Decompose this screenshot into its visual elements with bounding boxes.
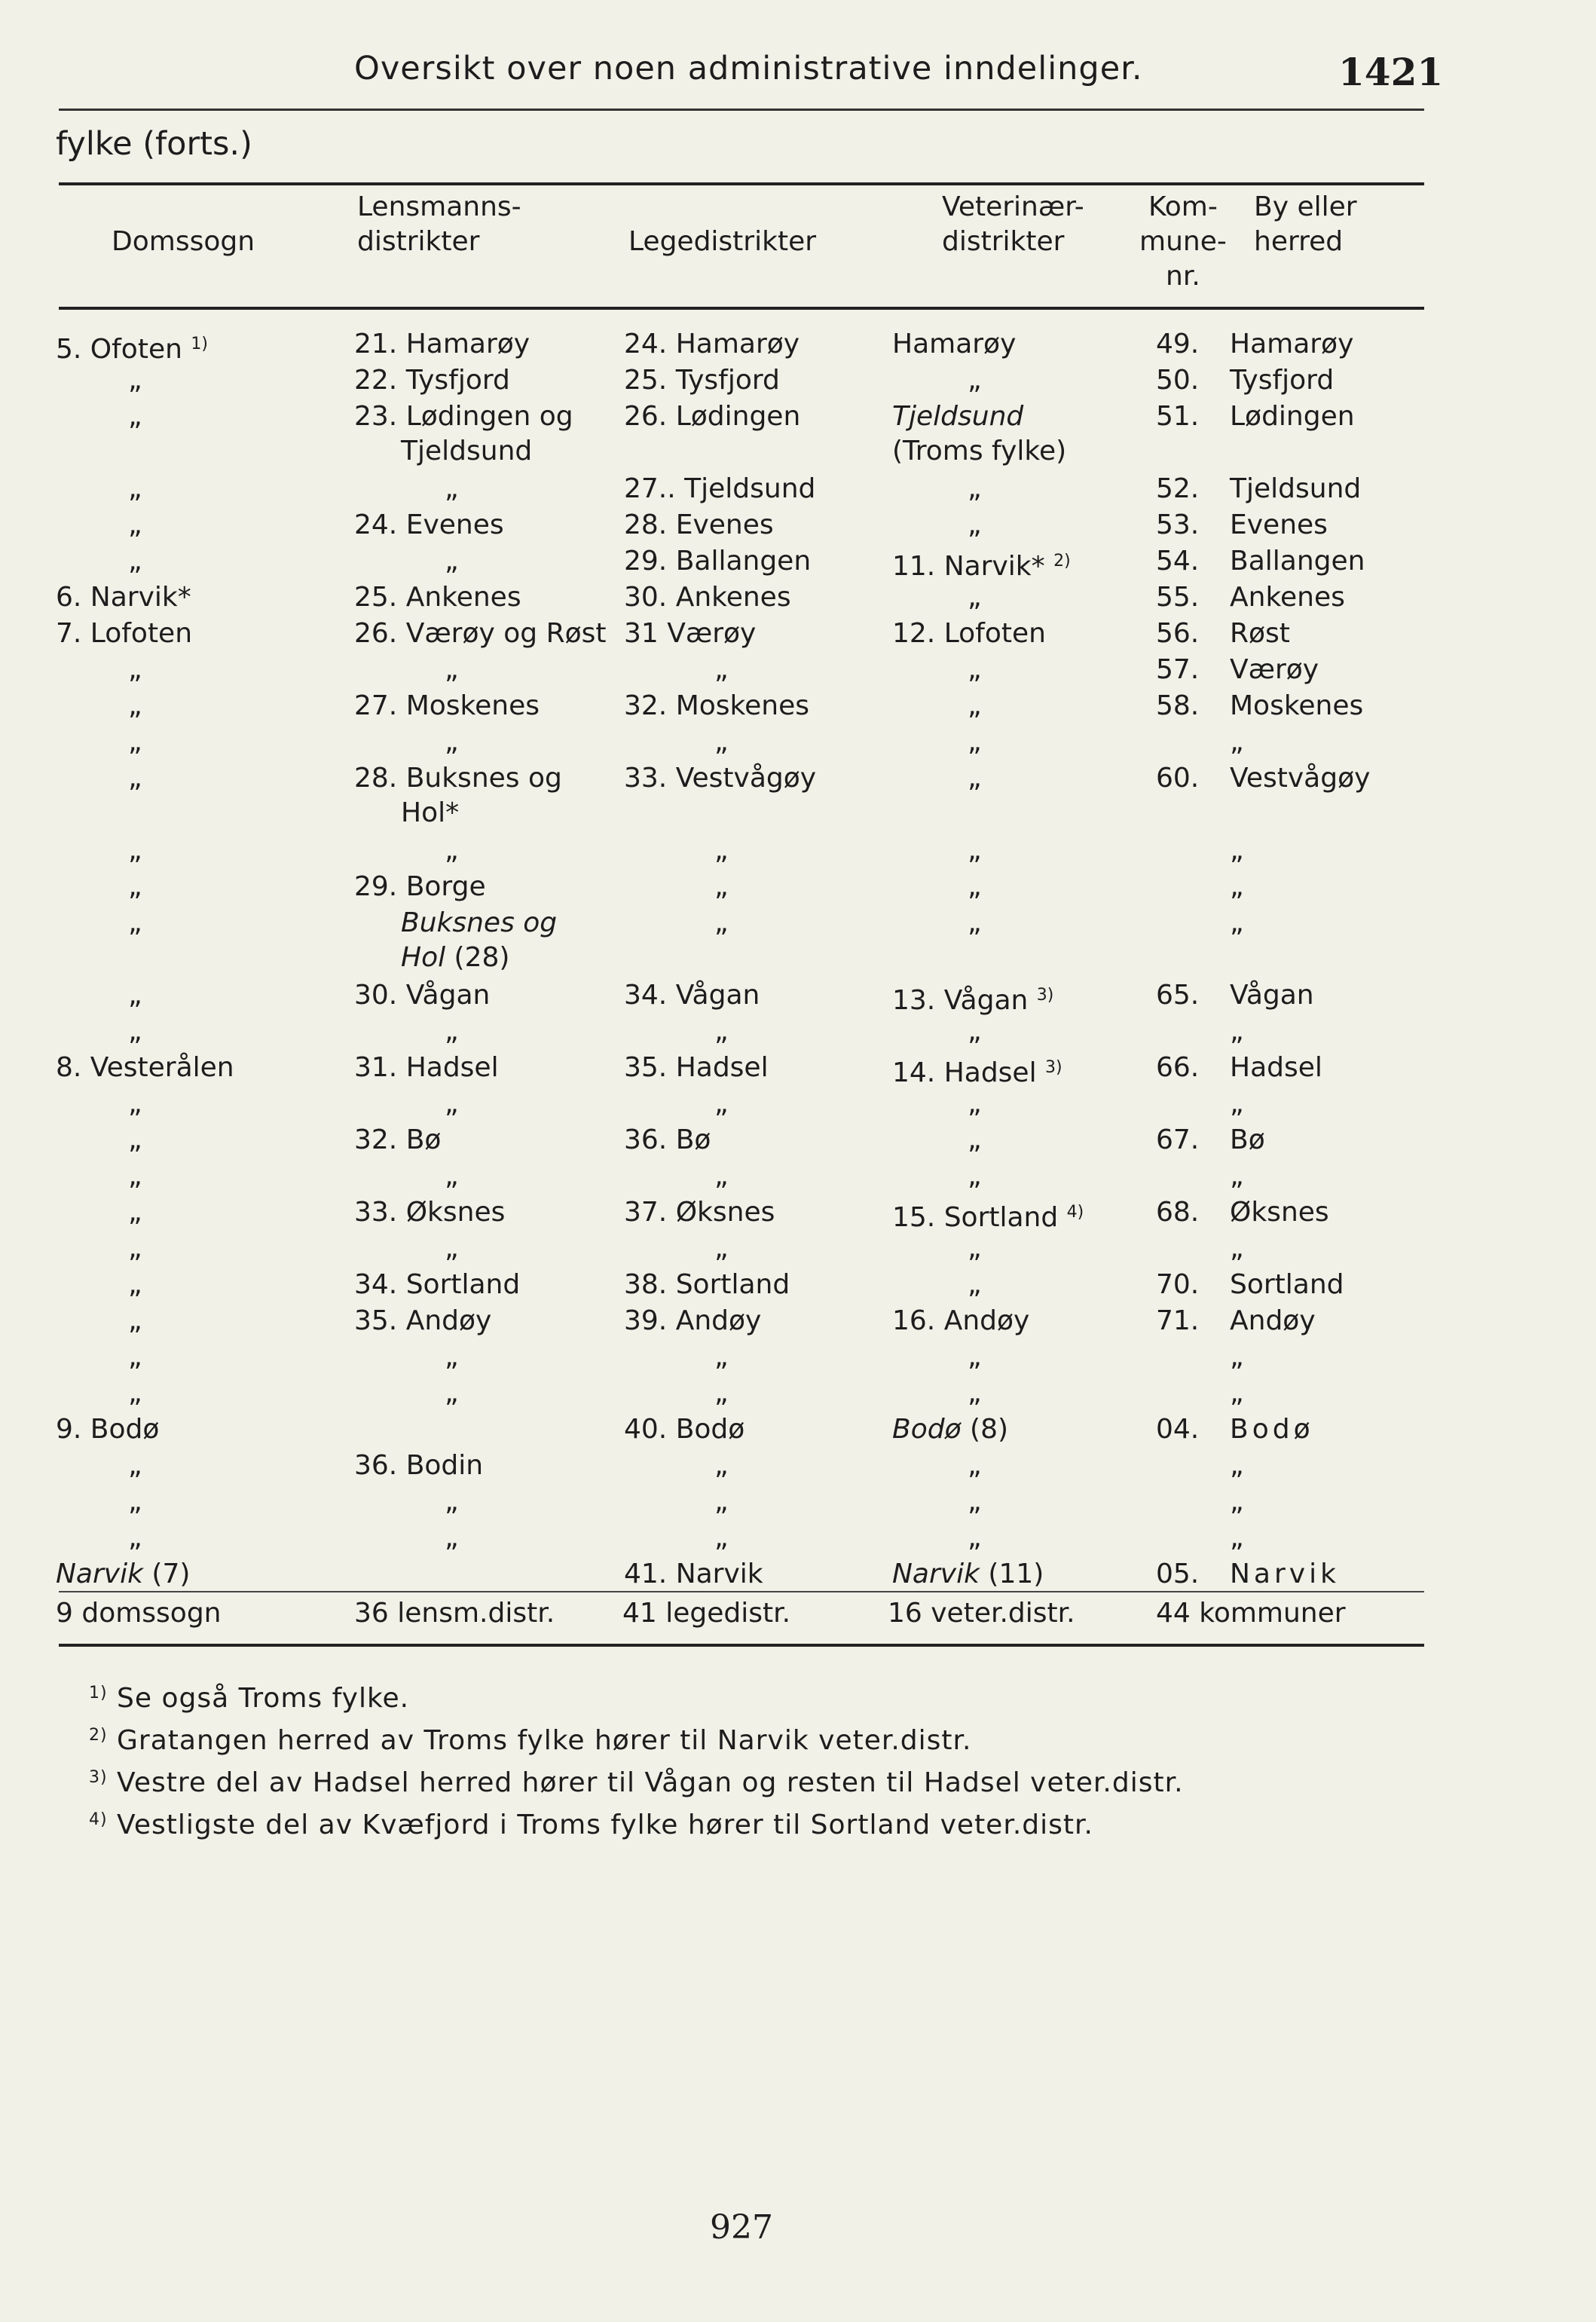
cell-lege: 36. Bø: [624, 1124, 711, 1155]
continued-heading: fylke (forts.): [56, 125, 252, 163]
cell-lensmann: „: [445, 473, 459, 504]
cell-kommune-nr: 57.: [1156, 654, 1200, 685]
cell-by-herred: Tysfjord: [1230, 365, 1335, 396]
cell-veterinaer: „: [968, 690, 982, 721]
cell-by-herred: Narvik: [1230, 1559, 1340, 1589]
cell-lensmann: „: [445, 727, 459, 757]
cell-domssogn: „: [128, 654, 142, 685]
cell-kommune-nr: 60.: [1156, 763, 1200, 794]
cell-veterinaer: „: [968, 1124, 982, 1155]
cell-domssogn: „: [128, 1088, 142, 1119]
col-header-kommune: Kom- mune- nr.: [1139, 191, 1227, 292]
cell-veterinaer: Hamarøy: [892, 329, 1017, 359]
cell-lensmann: „: [445, 654, 459, 685]
cell-by-herred: Ankenes: [1230, 582, 1345, 613]
cell-veterinaer: „: [968, 1378, 982, 1409]
cell-domssogn: 7. Lofoten: [56, 618, 193, 649]
cell-lensmann: 23. Lødingen og Tjeldsund: [354, 401, 573, 467]
cell-domssogn: „: [128, 871, 142, 902]
cell-kommune-nr: 53.: [1156, 509, 1200, 540]
cell-lege: „: [714, 1486, 729, 1517]
cell-by-herred: Røst: [1230, 618, 1290, 649]
cell-lensmann: 27. Moskenes: [354, 690, 540, 721]
cell-lensmann: 22. Tysfjord: [354, 365, 510, 396]
cell-lensmann: 33. Øksnes: [354, 1197, 506, 1228]
cell-lensmann: 30. Vågan: [354, 980, 491, 1011]
cell-lensmann: Buksnes og Hol (28): [401, 907, 558, 973]
cell-kommune-nr: 56.: [1156, 618, 1200, 649]
cell-veterinaer: 14. Hadsel $^{3)}$: [892, 1057, 1062, 1088]
totals-rule: [59, 1591, 1424, 1592]
cell-by-herred: Ballangen: [1230, 546, 1365, 577]
cell-lege: 34. Vågan: [624, 980, 760, 1011]
cell-veterinaer: „: [968, 473, 982, 504]
cell-kommune-nr: 05.: [1156, 1559, 1200, 1589]
cell-domssogn: „: [128, 727, 142, 757]
cell-veterinaer: „: [968, 1269, 982, 1300]
col-header-by-herred: By eller herred: [1254, 191, 1357, 257]
cell-lensmann: „: [445, 1016, 459, 1047]
cell-lege: 40. Bodø: [624, 1414, 745, 1445]
cell-by-herred: „: [1230, 1378, 1244, 1409]
cell-by-herred: Hadsel: [1230, 1052, 1322, 1083]
cell-lege: 27.. Tjeldsund: [624, 473, 816, 504]
cell-by-herred: Hamarøy: [1230, 329, 1354, 359]
cell-kommune-nr: 65.: [1156, 980, 1200, 1011]
cell-domssogn: 8. Vesterålen: [56, 1052, 234, 1083]
cell-veterinaer: „: [968, 1088, 982, 1119]
table-header-rule: [59, 307, 1424, 310]
cell-veterinaer: 12. Lofoten: [892, 618, 1046, 649]
table-bottom-rule: [59, 1644, 1424, 1647]
cell-domssogn: „: [128, 1016, 142, 1047]
cell-lensmann: 25. Ankenes: [354, 582, 521, 613]
cell-veterinaer: „: [968, 1016, 982, 1047]
cell-domssogn: 9. Bodø: [56, 1414, 160, 1445]
cell-by-herred: Værøy: [1230, 654, 1319, 685]
cell-lege: 35. Hadsel: [624, 1052, 769, 1083]
cell-lege: „: [714, 1378, 729, 1409]
cell-lege: 25. Tysfjord: [624, 365, 780, 396]
cell-by-herred: Bø: [1230, 1124, 1265, 1155]
cell-lege: „: [714, 1016, 729, 1047]
cell-domssogn: „: [128, 1522, 142, 1553]
cell-domssogn: „: [128, 401, 142, 432]
cell-kommune-nr: 52.: [1156, 473, 1200, 504]
cell-veterinaer: Narvik (11): [892, 1559, 1044, 1589]
cell-veterinaer: „: [968, 727, 982, 757]
cell-by-herred: „: [1230, 1016, 1244, 1047]
cell-domssogn: „: [128, 509, 142, 540]
cell-domssogn: „: [128, 980, 142, 1011]
cell-veterinaer: „: [968, 1161, 982, 1192]
running-head: Oversikt over noen administrative inndelinger.: [354, 50, 1143, 87]
cell-lege: „: [714, 1233, 729, 1264]
cell-kommune-nr: 54.: [1156, 546, 1200, 577]
cell-lege: 33. Vestvågøy: [624, 763, 817, 794]
col-header-veterinaer: Veterinær- distrikter: [942, 191, 1084, 257]
cell-domssogn: „: [128, 1450, 142, 1481]
cell-lensmann: 28. Buksnes og Hol*: [354, 763, 562, 828]
cell-lege: 39. Andøy: [624, 1305, 762, 1336]
cell-lege: 28. Evenes: [624, 509, 774, 540]
cell-veterinaer: „: [968, 582, 982, 613]
cell-by-herred: „: [1230, 871, 1244, 902]
cell-by-herred: „: [1230, 907, 1244, 938]
cell-lensmann: 32. Bø: [354, 1124, 442, 1155]
cell-veterinaer: „: [968, 835, 982, 866]
cell-by-herred: Vestvågøy: [1230, 763, 1371, 794]
cell-veterinaer: 16. Andøy: [892, 1305, 1030, 1336]
total-veterinaer: 16 veter.distr.: [888, 1598, 1075, 1629]
total-lege: 41 legedistr.: [622, 1598, 791, 1629]
cell-veterinaer: „: [968, 1522, 982, 1553]
cell-lege: 29. Ballangen: [624, 546, 812, 577]
cell-domssogn: „: [128, 1269, 142, 1300]
cell-lensmann: „: [445, 546, 459, 577]
cell-lege: 38. Sortland: [624, 1269, 790, 1300]
footnote-3: $^{3)}$ Vestre del av Hadsel herred hører til Vågan og resten til Hadsel veter.distr.: [89, 1767, 1184, 1798]
cell-domssogn: Narvik (7): [56, 1559, 191, 1589]
header-rule: [59, 109, 1424, 111]
cell-veterinaer: „: [968, 1341, 982, 1372]
cell-domssogn: „: [128, 1341, 142, 1372]
total-kommuner: 44 kommuner: [1156, 1598, 1346, 1629]
cell-lege: 32. Moskenes: [624, 690, 809, 721]
cell-by-herred: Tjeldsund: [1230, 473, 1362, 504]
cell-veterinaer: „: [968, 654, 982, 685]
table-top-rule: [59, 182, 1424, 185]
cell-kommune-nr: 66.: [1156, 1052, 1200, 1083]
cell-lensmann: „: [445, 1088, 459, 1119]
cell-lege: „: [714, 1341, 729, 1372]
cell-lensmann: „: [445, 1161, 459, 1192]
cell-lege: „: [714, 654, 729, 685]
cell-veterinaer: „: [968, 1233, 982, 1264]
cell-domssogn: „: [128, 473, 142, 504]
cell-domssogn: „: [128, 907, 142, 938]
cell-domssogn: „: [128, 835, 142, 866]
cell-domssogn: „: [128, 763, 142, 794]
cell-domssogn: „: [128, 690, 142, 721]
cell-by-herred: „: [1230, 1161, 1244, 1192]
cell-veterinaer: „: [968, 763, 982, 794]
cell-domssogn: 6. Narvik*: [56, 582, 191, 613]
cell-by-herred: „: [1230, 835, 1244, 866]
cell-lensmann: 35. Andøy: [354, 1305, 492, 1336]
cell-by-herred: Sortland: [1230, 1269, 1344, 1300]
cell-lege: 24. Hamarøy: [624, 329, 800, 359]
cell-by-herred: Moskenes: [1230, 690, 1364, 721]
cell-lensmann: „: [445, 1378, 459, 1409]
cell-lensmann: 29. Borge: [354, 871, 486, 902]
cell-veterinaer: 11. Narvik* $^{2)}$: [892, 551, 1071, 582]
cell-kommune-nr: 51.: [1156, 401, 1200, 432]
cell-lensmann: „: [445, 1486, 459, 1517]
cell-domssogn: „: [128, 1233, 142, 1264]
cell-by-herred: „: [1230, 727, 1244, 757]
cell-veterinaer: „: [968, 1486, 982, 1517]
cell-by-herred: „: [1230, 1486, 1244, 1517]
cell-lensmann: 34. Sortland: [354, 1269, 521, 1300]
cell-lensmann: 24. Evenes: [354, 509, 504, 540]
cell-kommune-nr: 70.: [1156, 1269, 1200, 1300]
footnote-1: $^{1)}$ Se også Troms fylke.: [89, 1683, 410, 1714]
cell-kommune-nr: 49.: [1156, 329, 1200, 359]
cell-by-herred: Andøy: [1230, 1305, 1316, 1336]
cell-lege: 37. Øksnes: [624, 1197, 775, 1228]
cell-lensmann: „: [445, 1233, 459, 1264]
cell-by-herred: „: [1230, 1088, 1244, 1119]
cell-kommune-nr: 68.: [1156, 1197, 1200, 1228]
cell-lege: „: [714, 907, 729, 938]
cell-domssogn: „: [128, 1161, 142, 1192]
page-number: 1421: [1338, 50, 1444, 94]
cell-veterinaer: 13. Vågan $^{3)}$: [892, 985, 1054, 1016]
cell-veterinaer: „: [968, 365, 982, 396]
cell-by-herred: Øksnes: [1230, 1197, 1329, 1228]
cell-lensmann: „: [445, 835, 459, 866]
footnote-2: $^{2)}$ Gratangen herred av Troms fylke hører til Narvik veter.distr.: [89, 1725, 972, 1756]
cell-veterinaer: „: [968, 871, 982, 902]
cell-kommune-nr: 58.: [1156, 690, 1200, 721]
cell-by-herred: „: [1230, 1450, 1244, 1481]
col-header-lensmann: Lensmanns- distrikter: [357, 191, 521, 257]
cell-lege: 41. Narvik: [624, 1559, 763, 1589]
cell-lensmann: „: [445, 1522, 459, 1553]
cell-kommune-nr: 67.: [1156, 1124, 1200, 1155]
cell-by-herred: Lødingen: [1230, 401, 1355, 432]
cell-domssogn: „: [128, 1378, 142, 1409]
col-header-domssogn: Domssogn: [112, 226, 255, 257]
cell-lege: „: [714, 1522, 729, 1553]
cell-lege: 26. Lødingen: [624, 401, 801, 432]
cell-kommune-nr: 50.: [1156, 365, 1200, 396]
cell-domssogn: „: [128, 1124, 142, 1155]
cell-by-herred: „: [1230, 1522, 1244, 1553]
col-header-lege: Legedistrikter: [628, 226, 817, 257]
cell-lensmann: 21. Hamarøy: [354, 329, 530, 359]
cell-veterinaer: „: [968, 1450, 982, 1481]
cell-domssogn: „: [128, 1305, 142, 1336]
cell-veterinaer: „: [968, 509, 982, 540]
cell-lege: „: [714, 835, 729, 866]
cell-lensmann: 31. Hadsel: [354, 1052, 499, 1083]
cell-lensmann: 36. Bodin: [354, 1450, 484, 1481]
cell-by-herred: „: [1230, 1341, 1244, 1372]
cell-lege: „: [714, 1450, 729, 1481]
footnotes: [89, 1675, 1184, 1843]
cell-by-herred: Evenes: [1230, 509, 1328, 540]
cell-by-herred: Bodø: [1230, 1414, 1314, 1445]
cell-veterinaer: 15. Sortland $^{4)}$: [892, 1202, 1084, 1233]
cell-veterinaer: „: [968, 907, 982, 938]
cell-domssogn: „: [128, 1486, 142, 1517]
cell-lege: „: [714, 1161, 729, 1192]
cell-veterinaer: Tjeldsund (Troms fylke): [892, 401, 1067, 467]
cell-domssogn: „: [128, 546, 142, 577]
total-lensmann: 36 lensm.distr.: [354, 1598, 555, 1629]
cell-lege: 31 Værøy: [624, 618, 757, 649]
cell-kommune-nr: 04.: [1156, 1414, 1200, 1445]
cell-veterinaer: Bodø (8): [892, 1414, 1009, 1445]
total-domssogn: 9 domssogn: [56, 1598, 222, 1629]
footnote-4: $^{4)}$ Vestligste del av Kvæfjord i Troms fylke hører til Sortland veter.distr.: [89, 1810, 1093, 1840]
cell-lensmann: „: [445, 1341, 459, 1372]
cell-lege: 30. Ankenes: [624, 582, 791, 613]
cell-lege: „: [714, 727, 729, 757]
cell-kommune-nr: 55.: [1156, 582, 1200, 613]
cell-by-herred: „: [1230, 1233, 1244, 1264]
cell-lensmann: 26. Værøy og Røst: [354, 618, 607, 649]
cell-domssogn: „: [128, 365, 142, 396]
cell-by-herred: Vågan: [1230, 980, 1314, 1011]
cell-lege: „: [714, 871, 729, 902]
cell-domssogn: „: [128, 1197, 142, 1228]
cell-kommune-nr: 71.: [1156, 1305, 1200, 1336]
cell-domssogn: 5. Ofoten $^{1)}$: [56, 334, 208, 365]
folio: 927: [710, 2208, 773, 2247]
cell-lege: „: [714, 1088, 729, 1119]
